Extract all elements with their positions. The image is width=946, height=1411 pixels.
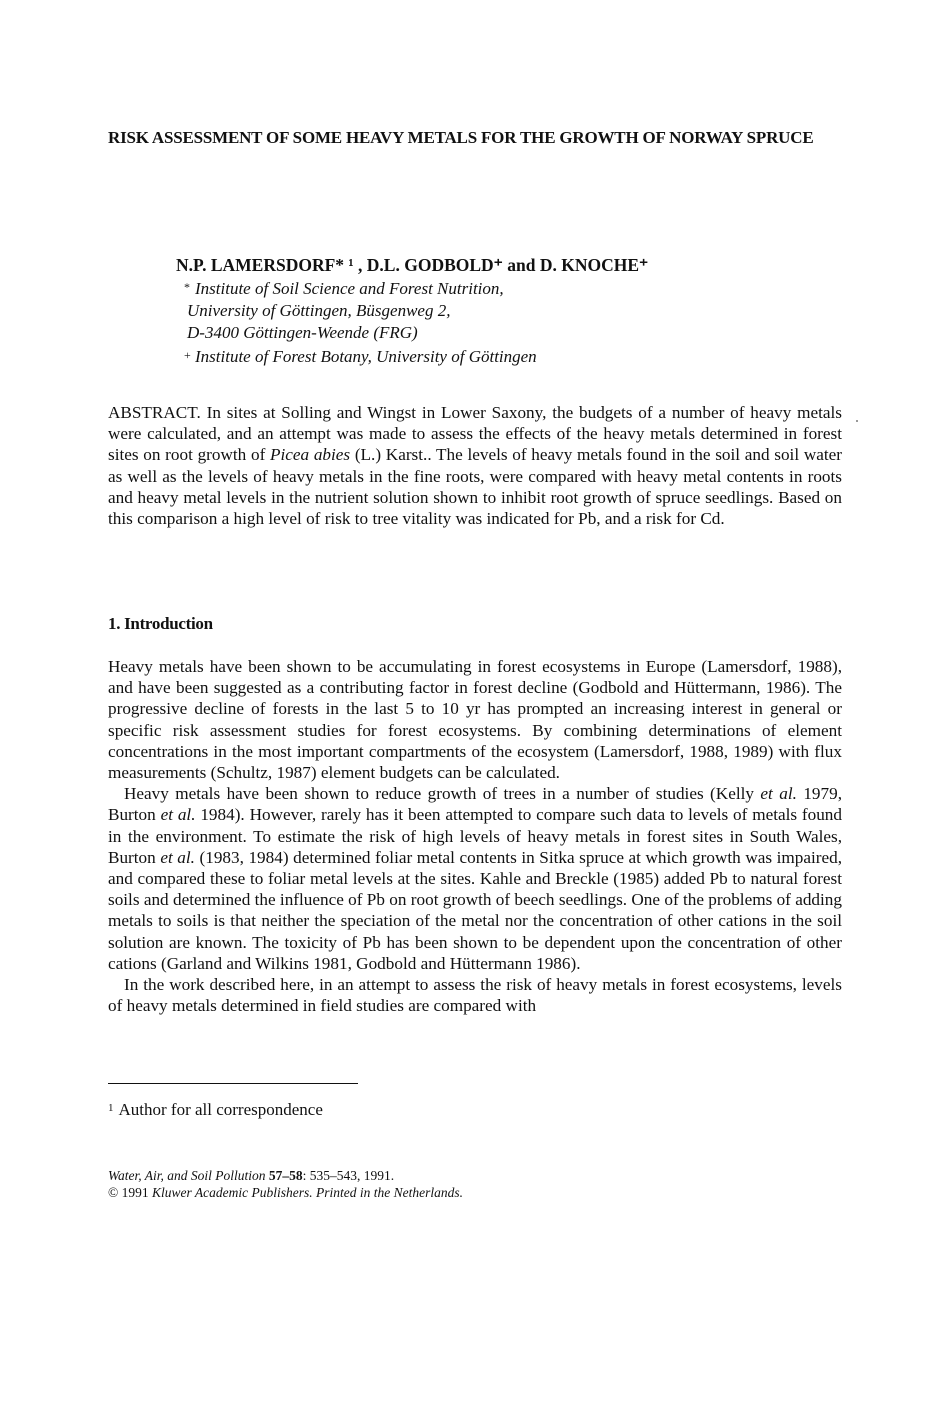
journal-citation [108, 1167, 463, 1201]
species-name: Picea abies [270, 445, 351, 465]
journal-volume: 57–58 [268, 1168, 303, 1183]
author-list: N.P. LAMERSDORF* ¹ , D.L. GODBOLD⁺ and D. KNOCHE⁺ [176, 255, 649, 275]
affiliation-1-line-3: D-3400 Göttingen-Weende (FRG) [187, 323, 418, 342]
publisher: Kluwer Academic Publishers. Printed in the Netherlands. [152, 1185, 463, 1200]
article-title: RISK ASSESSMENT OF SOME HEAVY METALS FOR THE GROWTH OF NORWAY SPRUCE [108, 128, 814, 147]
paragraph-3: In the work described here, in an attempt to assess the risk of heavy metals in forest ecosystems, levels of heavy metals determined in field studies are compared with [108, 975, 842, 1016]
affiliations [184, 276, 537, 368]
affiliation-mark-1: * [184, 280, 190, 294]
abstract: ABSTRACT. In sites at Solling and Wingst in Lower Saxony, the budgets of a number of heavy metals were calculated, and an attempt was made to assess the effects of the heavy metals determined in forest sites on root growth of Picea abies (L.) Karst.. The levels of heavy metals found in the soil and soil water as well as the levels of heavy metals in the fine roots, were compared with heavy metal contents in roots and heavy metal levels in the nutrient solution shown to inhibit root growth of spruce seedlings. Based on this comparison a high level of risk to tree vitality was indicated for Pb, and a risk for Cd. [108, 403, 842, 529]
footnote-rule [108, 1083, 358, 1084]
footnote-number: 1 [108, 1102, 114, 1114]
affiliation-mark-2: + [184, 348, 191, 362]
affiliation-2: + Institute of Forest Botany, University of Göttingen [184, 344, 537, 368]
paragraph-1: Heavy metals have been shown to be accumulating in forest ecosystems in Europe (Lamersdorf, 1988), and have been suggested as a contributing factor in forest decline (Godbold and Hüttermann, 1986). The progressive decline of forests in the last 5 to 10 yr has prompted an increasing interest in general or specific risk assessment studies for forest ecosystems. By combining determinations of element concentrations in the most important compartments of the ecosystem (Lamersdorf, 1988, 1989) with flux measurements (Schultz, 1987) element budgets can be calculated. [108, 657, 842, 783]
affiliation-1: * Institute of Soil Science and Forest Nutrition, [184, 276, 537, 300]
journal-name: Water, Air, and Soil Pollution [108, 1168, 266, 1183]
paragraph-2: Heavy metals have been shown to reduce growth of trees in a number of studies (Kelly et al. 1979, Burton et al. 1984). However, rarely has it been attempted to compare such data to levels of metals found in the environment. To estimate the risk of high levels of heavy metals in forest sites in South Wales, Burton et al. (1983, 1984) determined foliar metal contents in Sitka spruce at which growth was impaired, and compared these to foliar metal levels at the sites. Kahle and Breckle (1985) added Pb to natural forest soils and determined the influence of Pb on root growth of beech seedlings. One of the problems of adding metals to soils is that neither the speciation of the metal nor the concentration of other cations in the soil solution are known. The toxicity of Pb has been shown to be dependent upon the concentration of other cations (Garland and Wilkins 1981, Godbold and Hüttermann 1986). [108, 784, 842, 973]
affiliation-1-line-2: University of Göttingen, Büsgenweg 2, [187, 301, 451, 320]
journal-line-2: © 1991 Kluwer Academic Publishers. Printed in the Netherlands. [108, 1185, 463, 1200]
scan-speck [856, 420, 858, 422]
introduction-body [108, 656, 842, 1016]
abstract-label: ABSTRACT. [108, 403, 201, 422]
footnote: $^1$ Author for all correspondence [108, 1100, 323, 1119]
section-heading: 1. Introduction [108, 614, 213, 633]
journal-line-1: Water, Air, and Soil Pollution 57–58: 535–543, 1991. [108, 1168, 395, 1183]
